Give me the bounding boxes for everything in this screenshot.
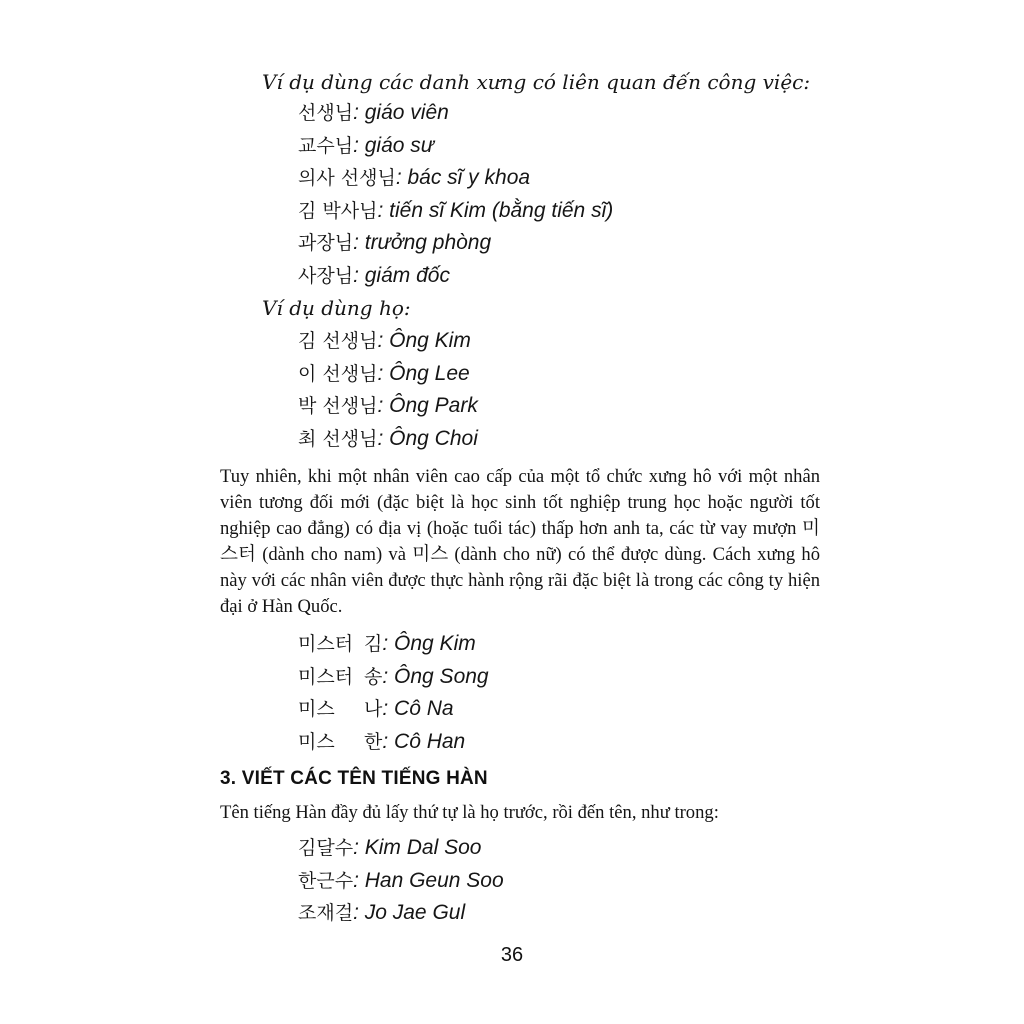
loanword-list: [298, 627, 489, 757]
list-item: 김 선생님: Ông Kim: [298, 329, 471, 352]
list-item: 사장님: giám đốc: [298, 263, 450, 287]
korean-surname: 김: [364, 633, 383, 655]
list-item: 조재걸: Jo Jae Gul: [298, 901, 466, 924]
vietnamese-meaning: Cô Han: [394, 729, 466, 753]
korean-term: 김 선생님: [298, 330, 378, 352]
korean-title: 미스터: [298, 633, 354, 655]
korean-title: 미스: [298, 730, 335, 753]
vietnamese-meaning: Ông Kim: [394, 632, 476, 655]
vietnamese-meaning: trưởng phòng: [364, 231, 492, 254]
romanized-name: Kim Dal Soo: [364, 836, 482, 859]
korean-term: 의사 선생님: [298, 167, 396, 189]
vietnamese-meaning: Ông Park: [389, 394, 478, 417]
list-item: 미스 나: Cô Na: [298, 692, 489, 725]
vietnamese-meaning: giáo viên: [364, 101, 449, 124]
list-item: 한근수: Han Geun Soo: [298, 868, 504, 892]
lead-sentence: Tên tiếng Hàn đầy đủ lấy thứ tự là họ trước, rồi đến tên, như trong:: [220, 802, 719, 823]
list-item: 미스 한: Cô Han: [298, 725, 489, 758]
vietnamese-meaning: Ông Song: [394, 664, 489, 688]
job-title-list: [298, 96, 613, 291]
korean-name: 김달수: [298, 837, 354, 859]
page-number: 36: [500, 944, 524, 966]
list-item: 선생님: giáo viên: [298, 101, 449, 124]
korean-term: 최 선생님: [298, 427, 378, 450]
section-intro-surnames: Ví dụ dùng họ:: [262, 296, 411, 320]
korean-name: 한근수: [298, 869, 354, 892]
list-item: 이 선생님: Ông Lee: [298, 361, 470, 385]
section-heading: 3. VIẾT CÁC TÊN TIẾNG HÀN: [220, 768, 488, 789]
list-item: 박 선생님: Ông Park: [298, 394, 478, 417]
korean-title: 미스터: [298, 665, 354, 688]
korean-term: 사장님: [298, 264, 354, 287]
korean-term: 이 선생님: [298, 362, 378, 385]
vietnamese-meaning: bác sĩ y khoa: [407, 166, 531, 189]
romanized-name: Han Geun Soo: [364, 868, 504, 892]
list-item: 미스터 송: Ông Song: [298, 660, 489, 693]
vietnamese-meaning: Ông Kim: [389, 329, 471, 352]
vietnamese-meaning: giáo sư: [364, 133, 435, 157]
vietnamese-meaning: Ông Choi: [389, 426, 478, 450]
vietnamese-meaning: tiến sĩ Kim (bằng tiến sĩ): [389, 198, 614, 222]
list-item: 의사 선생님: bác sĩ y khoa: [298, 166, 531, 189]
section-intro-job-titles: Ví dụ dùng các danh xưng có liên quan đến công việc:: [262, 70, 811, 94]
korean-title: 미스: [298, 698, 335, 720]
korean-surname: 나: [364, 698, 383, 720]
vietnamese-meaning: Ông Lee: [389, 361, 470, 385]
body-paragraph: Tuy nhiên, khi một nhân viên cao cấp của một tổ chức xưng hô với một nhân viên tương đối mới (đặc biệt là học sinh tốt nghiệp trung học hoặc người tốt nghiệp cao đẳng) có địa vị (hoặc tuổi tác) thấp hơn anh ta, các từ vay mượn 미스터 (dành cho nam) và 미스 (dành cho nữ) có thể được dùng. Cách xưng hô này với các nhân viên được thực hành rộng rãi đặc biệt là trong các công ty hiện đại ở Hàn Quốc.: [220, 466, 820, 617]
surname-list: [298, 324, 478, 454]
korean-name: 조재걸: [298, 902, 354, 924]
korean-term: 과장님: [298, 232, 354, 254]
list-item: 과장님: trưởng phòng: [298, 231, 492, 254]
korean-surname: 송: [364, 665, 383, 688]
list-item: 교수님: giáo sư: [298, 133, 435, 157]
korean-term: 교수님: [298, 134, 354, 157]
list-item: 김 박사님: tiến sĩ Kim (bằng tiến sĩ): [298, 198, 614, 222]
korean-surname: 한: [364, 730, 383, 753]
korean-term: 박 선생님: [298, 395, 378, 417]
list-item: 김달수: Kim Dal Soo: [298, 836, 482, 859]
list-item: 최 선생님: Ông Choi: [298, 426, 478, 450]
korean-term: 김 박사님: [298, 199, 378, 222]
list-item: 미스터 김: Ông Kim: [298, 627, 489, 660]
vietnamese-meaning: Cô Na: [394, 697, 454, 720]
korean-name-list: [298, 831, 504, 929]
korean-term: 선생님: [298, 102, 354, 124]
romanized-name: Jo Jae Gul: [364, 901, 466, 924]
vietnamese-meaning: giám đốc: [364, 263, 450, 287]
